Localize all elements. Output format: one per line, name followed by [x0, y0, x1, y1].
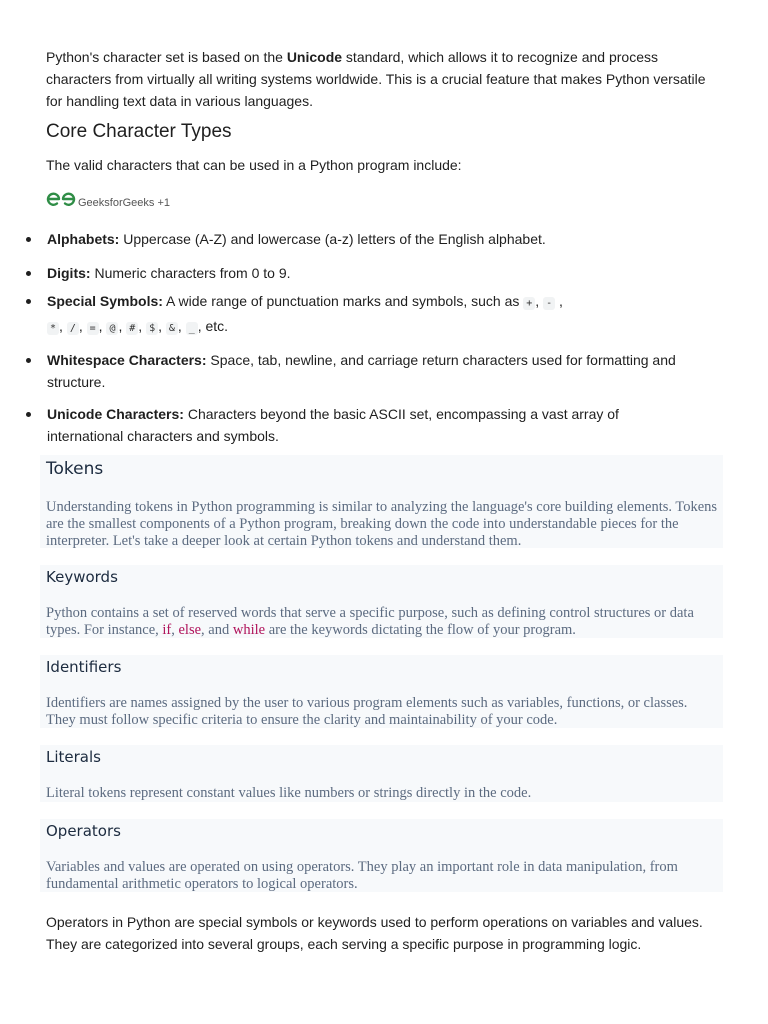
list-item-term: Alphabets:	[47, 231, 120, 247]
literals-panel	[40, 745, 723, 802]
bullet	[26, 299, 31, 304]
list-item-desc: Numeric characters from 0 to 9.	[90, 265, 291, 281]
closing-paragraph: Operators in Python are special symbols or keywords used to perform operations on variables and values. They are categorized into several groups, each serving a specific purpose in programming logic.	[46, 914, 703, 952]
list-item	[47, 262, 677, 284]
symbol-equals: =	[87, 322, 99, 335]
keywords-text	[46, 605, 718, 639]
list-item-term: Whitespace Characters:	[47, 352, 207, 368]
list-item: Special Symbols: A wide range of punctuation marks and symbols, such as + , - , * , / , = , @ , # , $ , & , _ , etc.	[47, 290, 567, 340]
list-item-desc: Space, tab, newline, and carriage return characters used for formatting and structure.	[47, 352, 676, 390]
intro-text: Python's character set is based on the	[46, 49, 287, 65]
symbol-hash: #	[126, 322, 138, 335]
symbol-plus: +	[523, 297, 535, 310]
keyword-while: while	[232, 622, 266, 638]
source-citation[interactable]	[46, 191, 724, 207]
intro-text-end: standard, which allows it to recognize and process characters from virtually all writing systems worldwide. This is a crucial feature that makes Python versatile for handling text data in various languages.	[46, 49, 706, 109]
symbol-slash: /	[67, 322, 79, 335]
geeksforgeeks-logo-icon	[46, 191, 76, 207]
core-character-types-heading: Core Character Types	[46, 121, 232, 142]
symbol-underscore: _	[186, 322, 198, 335]
operators-panel	[40, 819, 723, 892]
source-label: GeeksforGeeks +1	[78, 197, 171, 209]
list-item-term: Unicode Characters:	[47, 406, 184, 422]
literals-text: Literal tokens represent constant values like numbers or strings directly in the code.	[46, 785, 532, 801]
list-item	[47, 403, 677, 447]
list-item	[47, 349, 677, 393]
keywords-separator: ,	[171, 622, 179, 638]
list-item-term: Digits:	[47, 265, 91, 281]
unicode-term: Unicode	[286, 49, 343, 65]
bullet	[26, 412, 31, 417]
bullet	[26, 358, 31, 363]
symbol-ampersand: &	[166, 322, 178, 335]
list-item-desc: A wide range of punctuation marks and symbols, such as	[162, 293, 524, 309]
tokens-heading: Tokens	[46, 459, 104, 479]
list-item-desc: Characters beyond the basic ASCII set, encompassing a vast array of international characters and symbols.	[47, 406, 619, 444]
core-lead-text: The valid characters that can be used in a Python program include:	[46, 157, 462, 173]
operators-heading: Operators	[46, 822, 121, 840]
keywords-text-start: Python contains a set of reserved words that serve a specific purpose, such as defining control structures or data types. For instance,	[46, 605, 694, 638]
intro-paragraph	[46, 46, 724, 112]
symbol-asterisk: *	[47, 322, 59, 335]
keyword-if: if	[162, 622, 172, 638]
list-item-desc: Uppercase (A-Z) and lowercase (a-z) letters of the English alphabet.	[119, 231, 546, 247]
keywords-separator: , and	[201, 622, 233, 638]
literals-heading: Literals	[46, 748, 101, 766]
identifiers-heading: Identifiers	[46, 658, 122, 676]
identifiers-panel	[40, 655, 723, 728]
tokens-text: Understanding tokens in Python programming is similar to analyzing the language's core building elements. Tokens are the smallest components of a Python program, breaking down the code into understandable pieces for the interpreter. Let's take a deeper look at certain Python tokens and understand them.	[46, 499, 718, 549]
symbol-dollar: $	[146, 322, 158, 335]
bullet	[26, 237, 31, 242]
keywords-text-end: are the keywords dictating the flow of your program.	[265, 622, 576, 638]
operators-text: Variables and values are operated on using operators. They play an important role in data manipulation, from fundamental arithmetic operators to logical operators.	[46, 859, 678, 892]
bullet	[26, 271, 31, 276]
symbol-minus: -	[543, 297, 555, 310]
keyword-else: else	[178, 622, 202, 638]
keywords-heading: Keywords	[46, 568, 118, 586]
list-item-tail: , etc.	[197, 318, 229, 334]
identifiers-text: Identifiers are names assigned by the user to various program elements such as variables, functions, or classes. They must follow specific criteria to ensure the clarity and maintainability of your code.	[46, 695, 688, 728]
list-item	[47, 228, 677, 250]
tokens-panel	[40, 455, 723, 548]
list-item-term: Special Symbols:	[47, 293, 163, 309]
symbol-at: @	[106, 322, 118, 335]
keywords-panel	[40, 565, 723, 638]
